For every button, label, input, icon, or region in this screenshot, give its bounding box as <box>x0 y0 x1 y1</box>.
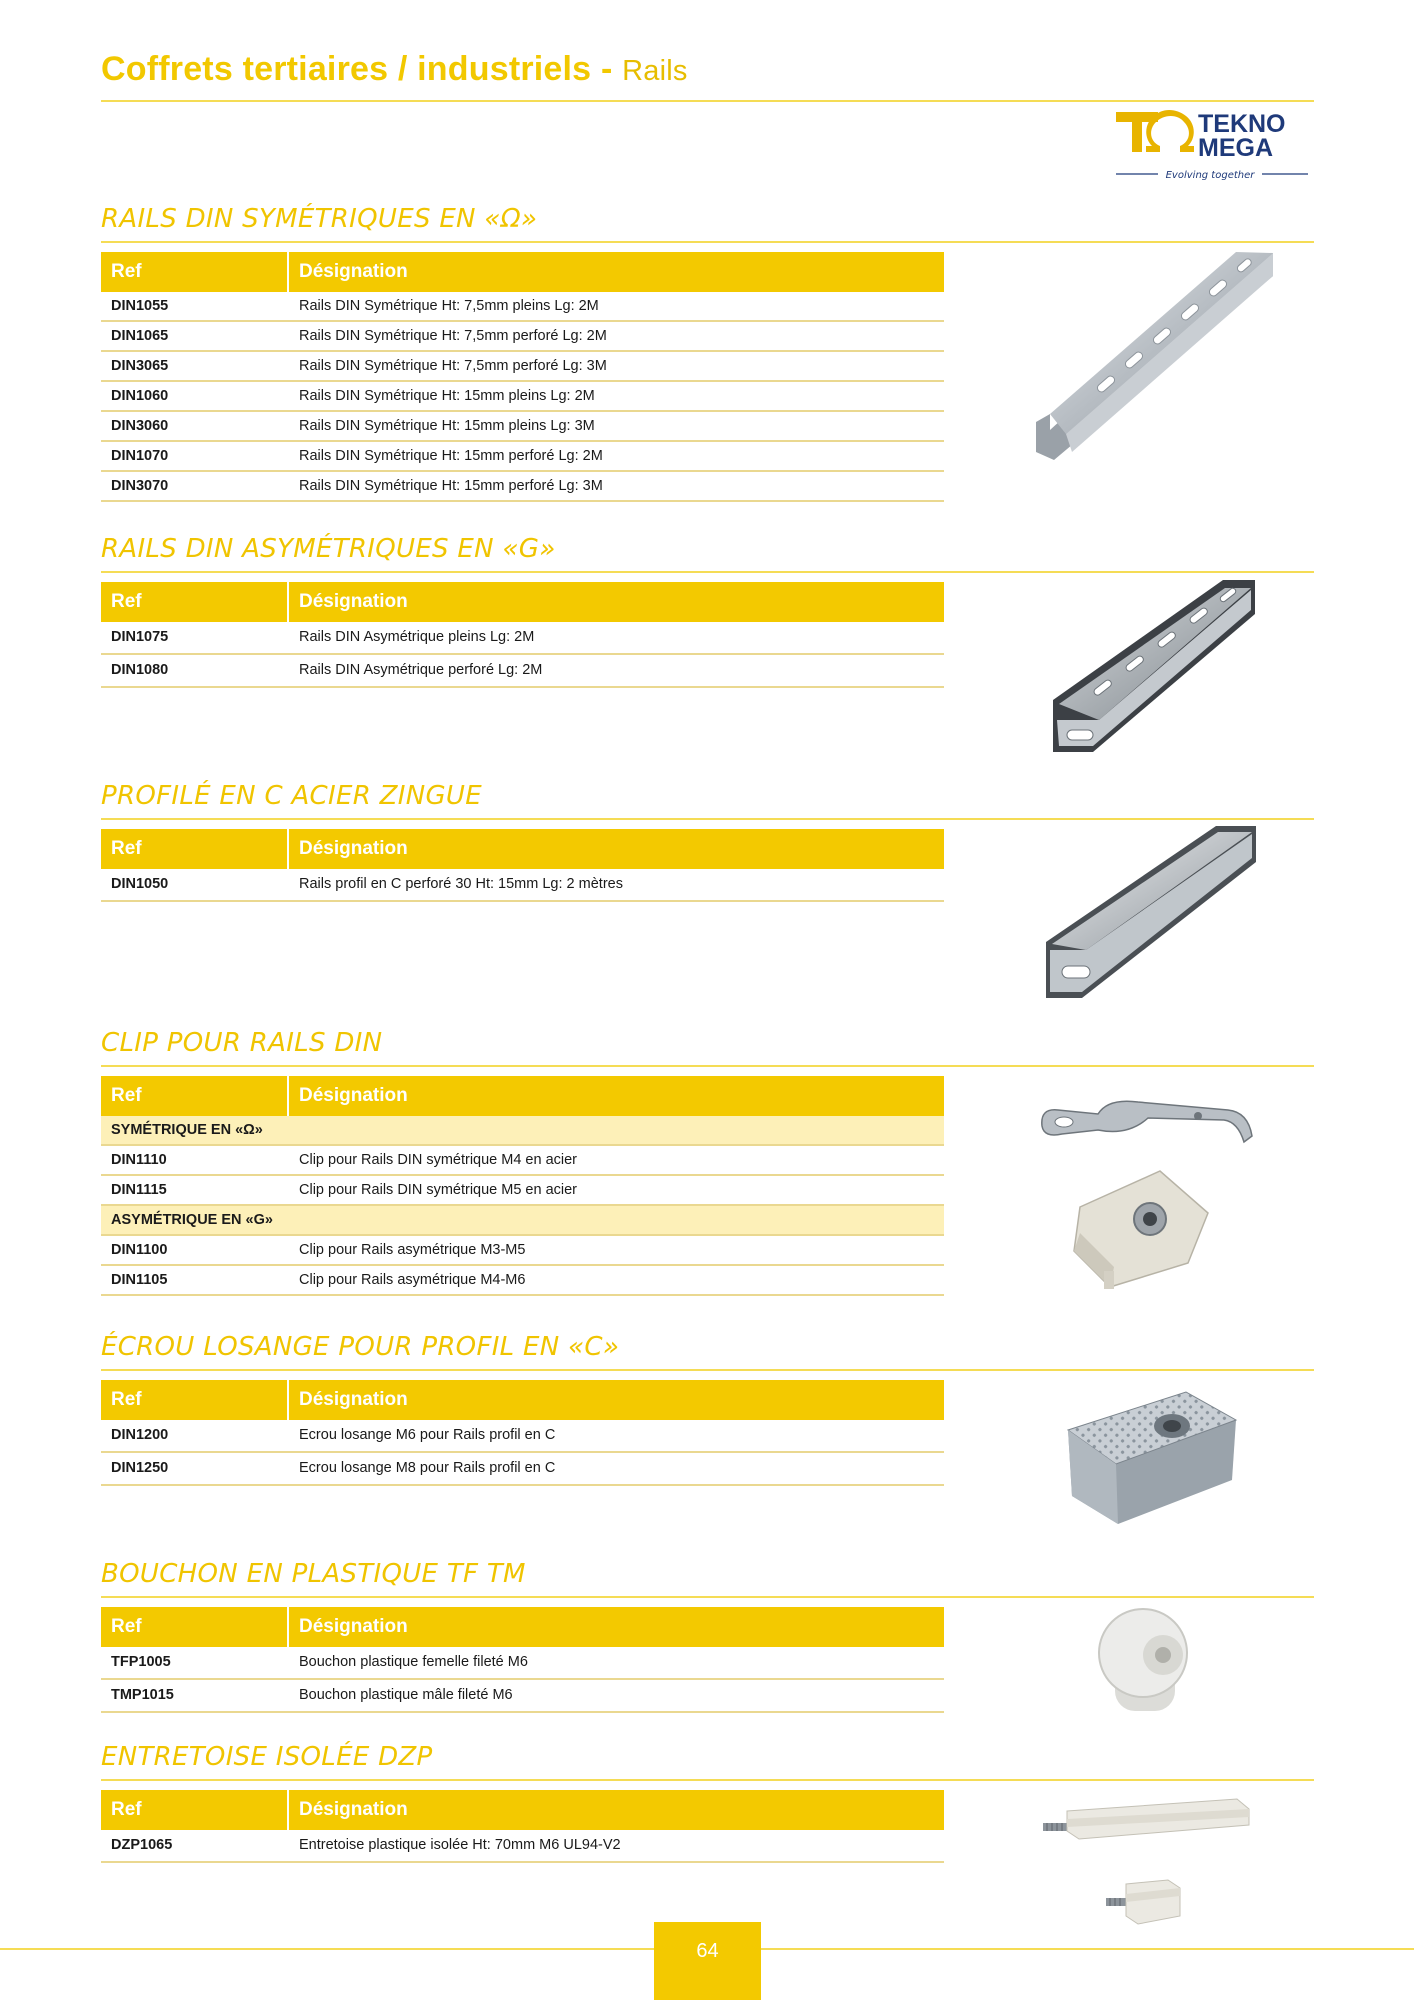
table-row <box>101 1266 944 1296</box>
section-rule <box>101 1369 1314 1371</box>
section-rule <box>101 1065 1314 1067</box>
header-designation: Désignation <box>299 261 408 282</box>
section-rule <box>101 818 1314 820</box>
designation-cell: Rails DIN Symétrique Ht: 7,5mm perforé Lg: 3M <box>299 358 607 374</box>
table-row <box>101 1453 944 1486</box>
header-ref: Ref <box>101 582 289 622</box>
ref-cell: DIN1115 <box>111 1182 167 1198</box>
table-row <box>101 1236 944 1266</box>
header-ref: Ref <box>101 1076 289 1116</box>
table-row <box>101 352 944 382</box>
din-rail-asymmetric-image <box>1053 580 1258 755</box>
designation-cell: Clip pour Rails DIN symétrique M4 en acier <box>299 1152 578 1168</box>
table-row <box>101 1647 944 1680</box>
designation-cell: Rails DIN Symétrique Ht: 15mm perforé Lg: 3M <box>299 478 603 494</box>
ref-cell: DIN1075 <box>111 629 169 645</box>
designation-cell: Rails profil en C perforé 30 Ht: 15mm Lg: 2 mètres <box>299 876 623 892</box>
short-spacer-image <box>1104 1878 1184 1926</box>
ref-cell: DIN1250 <box>111 1460 169 1476</box>
ref-cell: TFP1005 <box>111 1654 171 1670</box>
section-title: ENTRETOISE ISOLÉE DZP <box>101 1742 433 1772</box>
table-header <box>101 252 944 292</box>
table-header <box>101 1607 944 1647</box>
product-table <box>101 1790 944 1863</box>
table-row <box>101 1680 944 1713</box>
ref-cell: DIN3065 <box>111 358 169 374</box>
svg-text:MEGA: MEGA <box>1198 134 1273 162</box>
table-header <box>101 1076 944 1116</box>
table-row <box>101 1176 944 1206</box>
ref-cell: DIN1060 <box>111 388 169 404</box>
designation-cell: Entretoise plastique isolée Ht: 70mm M6 UL94-V2 <box>299 1837 621 1853</box>
designation-cell: Ecrou losange M6 pour Rails profil en C <box>299 1427 556 1443</box>
table-row <box>101 1830 944 1863</box>
header-ref: Ref <box>101 1607 289 1647</box>
ref-cell: DZP1065 <box>111 1837 173 1853</box>
header-ref: Ref <box>101 252 289 292</box>
page-title <box>101 50 688 89</box>
section-title: PROFILÉ EN C ACIER ZINGUE <box>101 781 482 811</box>
designation-cell: Bouchon plastique femelle fileté M6 <box>299 1654 528 1670</box>
product-table <box>101 1607 944 1713</box>
page-title-sub: Rails <box>622 55 688 87</box>
header-designation: Désignation <box>299 1085 408 1106</box>
ref-cell: DIN1100 <box>111 1242 168 1258</box>
designation-cell: Rails DIN Symétrique Ht: 15mm pleins Lg: 2M <box>299 388 595 404</box>
table-row <box>101 869 944 902</box>
table-row <box>101 412 944 442</box>
section-title: CLIP POUR RAILS DIN <box>101 1028 383 1058</box>
header-designation: Désignation <box>299 838 408 859</box>
designation-cell: Clip pour Rails DIN symétrique M5 en acier <box>299 1182 578 1198</box>
header-designation: Désignation <box>299 1389 408 1410</box>
designation-cell: Rails DIN Symétrique Ht: 7,5mm pleins Lg: 2M <box>299 298 599 314</box>
section-rule <box>101 241 1314 243</box>
product-table <box>101 829 944 902</box>
subgroup-label: ASYMÉTRIQUE EN «G» <box>101 1206 944 1236</box>
ref-cell: DIN1055 <box>111 298 169 314</box>
designation-cell: Clip pour Rails asymétrique M4-M6 <box>299 1272 526 1288</box>
title-rule <box>101 100 1314 102</box>
product-table <box>101 252 944 502</box>
header-ref: Ref <box>101 829 289 869</box>
designation-cell: Rails DIN Asymétrique perforé Lg: 2M <box>299 662 543 678</box>
ref-cell: DIN1050 <box>111 876 169 892</box>
plastic-clip-image <box>1070 1167 1212 1293</box>
designation-cell: Rails DIN Symétrique Ht: 15mm perforé Lg: 2M <box>299 448 603 464</box>
ref-cell: TMP1015 <box>111 1687 174 1703</box>
c-profile-rail-image <box>1046 826 1258 1001</box>
diamond-nut-image <box>1066 1390 1238 1526</box>
table-row <box>101 1420 944 1453</box>
section-rule <box>101 1779 1314 1781</box>
product-table <box>101 1380 944 1486</box>
section-rule <box>101 1596 1314 1598</box>
table-row <box>101 442 944 472</box>
ref-cell: DIN1080 <box>111 662 169 678</box>
designation-cell: Rails DIN Symétrique Ht: 7,5mm perforé Lg: 2M <box>299 328 607 344</box>
ref-cell: DIN1200 <box>111 1427 169 1443</box>
page-number: 64 <box>654 1922 761 2000</box>
table-row <box>101 292 944 322</box>
table-header <box>101 829 944 869</box>
section-title: RAILS DIN SYMÉTRIQUES EN «Ω» <box>101 204 538 234</box>
metal-clip-image <box>1038 1096 1256 1152</box>
svg-text:TEKNO: TEKNO <box>1198 110 1286 138</box>
subgroup-label: SYMÉTRIQUE EN «Ω» <box>101 1116 944 1146</box>
designation-cell: Ecrou losange M8 pour Rails profil en C <box>299 1460 556 1476</box>
section-title: RAILS DIN ASYMÉTRIQUES EN «G» <box>101 534 556 564</box>
table-row <box>101 472 944 502</box>
header-designation: Désignation <box>299 591 408 612</box>
section-title: BOUCHON EN PLASTIQUE TF TM <box>101 1559 526 1589</box>
table-row <box>101 655 944 688</box>
header-ref: Ref <box>101 1790 289 1830</box>
ref-cell: DIN3060 <box>111 418 169 434</box>
table-row <box>101 382 944 412</box>
designation-cell: Rails DIN Symétrique Ht: 15mm pleins Lg: 3M <box>299 418 595 434</box>
product-table <box>101 1076 944 1296</box>
section-title: ÉCROU LOSANGE POUR PROFIL EN «C» <box>101 1332 620 1362</box>
section-rule <box>101 571 1314 573</box>
table-row <box>101 1146 944 1176</box>
table-row <box>101 322 944 352</box>
designation-cell: Bouchon plastique mâle fileté M6 <box>299 1687 513 1703</box>
product-table <box>101 582 944 688</box>
logo-tagline: Evolving together <box>1165 170 1255 181</box>
tekno-mega-logo <box>1112 104 1312 184</box>
header-ref: Ref <box>101 1380 289 1420</box>
page-title-main: Coffrets tertiaires / industriels <box>101 50 592 88</box>
din-rail-symmetric-image <box>1036 252 1276 462</box>
designation-cell: Clip pour Rails asymétrique M3-M5 <box>299 1242 526 1258</box>
header-designation: Désignation <box>299 1616 408 1637</box>
table-header <box>101 1790 944 1830</box>
header-designation: Désignation <box>299 1799 408 1820</box>
table-header <box>101 582 944 622</box>
designation-cell: Rails DIN Asymétrique pleins Lg: 2M <box>299 629 535 645</box>
ref-cell: DIN1065 <box>111 328 169 344</box>
ref-cell: DIN3070 <box>111 478 169 494</box>
page-title-dash: - <box>600 50 613 88</box>
long-spacer-image <box>1041 1797 1251 1847</box>
table-row <box>101 622 944 655</box>
ref-cell: DIN1070 <box>111 448 169 464</box>
table-header <box>101 1380 944 1420</box>
plastic-cap-image <box>1087 1605 1199 1715</box>
ref-cell: DIN1105 <box>111 1272 168 1288</box>
ref-cell: DIN1110 <box>111 1152 167 1168</box>
